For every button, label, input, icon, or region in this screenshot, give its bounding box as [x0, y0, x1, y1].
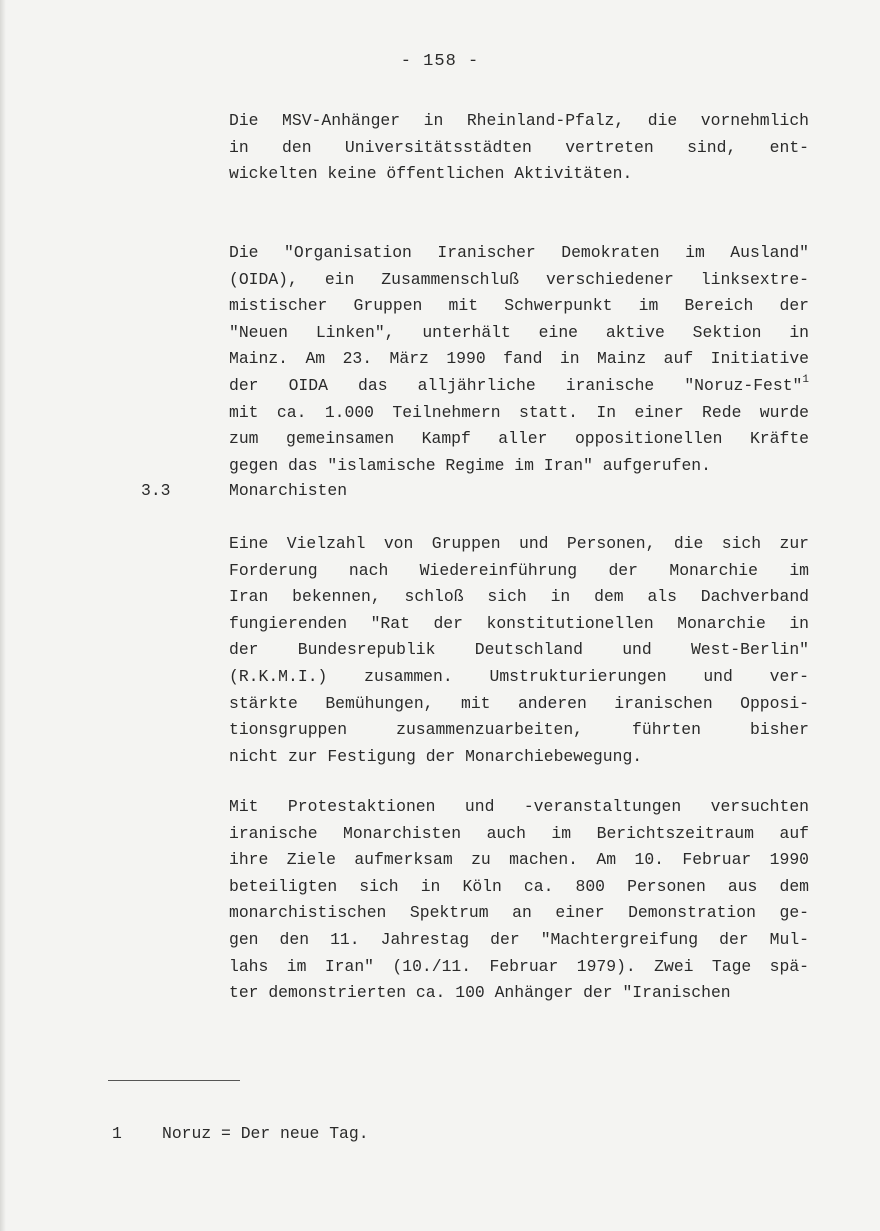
text-line: Forderung nach Wiedereinführung der Monarchie im: [229, 560, 809, 580]
text-line: ihre Ziele aufmerksam zu machen. Am 10. Februar 1990: [229, 850, 809, 870]
section-title: Monarchisten: [229, 481, 348, 500]
footnote-divider: [108, 1080, 240, 1081]
text-line: in den Universitätsstädten vertreten sind, ent-: [229, 137, 809, 157]
text-line: Mainz. Am 23. März 1990 fand in Mainz auf Initiative: [229, 349, 809, 369]
paragraph-oida: [229, 240, 809, 479]
text-line: tionsgruppen zusammenzuarbeiten, führten bisher: [229, 720, 809, 740]
text-line: gen den 11. Jahrestag der "Machtergreifung der Mul-: [229, 929, 809, 949]
text-line-content: der OIDA das alljährliche iranische "Noruz-Fest": [229, 375, 803, 395]
text-line: monarchistischen Spektrum an einer Demonstration ge-: [229, 903, 809, 923]
text-line: nicht zur Festigung der Monarchiebewegung.: [229, 746, 643, 766]
text-line: "Neuen Linken", unterhält eine aktive Sektion in: [229, 322, 809, 342]
text-line: (R.K.M.I.) zusammen. Umstrukturierungen und ver-: [229, 666, 809, 686]
page-number: - 158 -: [400, 52, 480, 71]
text-line: wickelten keine öffentlichen Aktivitäten.: [229, 164, 633, 184]
scan-edge-shadow: [0, 0, 6, 1231]
text-line: Die MSV-Anhänger in Rheinland-Pfalz, die vornehmlich: [229, 111, 809, 130]
text-line: iranische Monarchisten auch im Berichtszeitraum auf: [229, 823, 809, 843]
text-line: (OIDA), ein Zusammenschluß verschiedener linksextre-: [229, 269, 809, 289]
text-line: Die "Organisation Iranischer Demokraten im Ausland": [229, 243, 809, 262]
text-line: der Bundesrepublik Deutschland und West-Berlin": [229, 640, 809, 660]
footnote-reference: 1: [802, 373, 809, 386]
text-line: lahs im Iran" (10./11. Februar 1979). Zwei Tage spä-: [229, 956, 809, 976]
text-line: mistischer Gruppen mit Schwerpunkt im Bereich der: [229, 296, 809, 316]
text-line: stärkte Bemühungen, mit anderen iranischen Opposi-: [229, 693, 809, 713]
text-line: mit ca. 1.000 Teilnehmern statt. In einer Rede wurde: [229, 402, 809, 422]
text-line: ter demonstrierten ca. 100 Anhänger der "Iranischen: [229, 983, 731, 1003]
text-line: Mit Protestaktionen und -veranstaltungen versuchten: [229, 797, 809, 816]
paragraph-monarchists-rkmi: [229, 531, 809, 770]
section-number: 3.3: [141, 481, 171, 500]
text-line: Eine Vielzahl von Gruppen und Personen, die sich zur: [229, 534, 809, 553]
text-line-with-footnote: [229, 373, 809, 400]
paragraph-msv: [229, 108, 809, 188]
text-line: beteiligten sich in Köln ca. 800 Personen aus dem: [229, 876, 809, 896]
paragraph-protests: [229, 794, 809, 1007]
text-line: Iran bekennen, schloß sich in dem als Dachverband: [229, 587, 809, 607]
text-line: fungierenden "Rat der konstitutionellen Monarchie in: [229, 613, 809, 633]
footnote-mark: 1: [112, 1124, 122, 1143]
text-line: gegen das "islamische Regime im Iran" aufgerufen.: [229, 455, 711, 475]
footnote-text: Noruz = Der neue Tag.: [162, 1124, 369, 1143]
text-line: zum gemeinsamen Kampf aller oppositionellen Kräfte: [229, 429, 809, 449]
